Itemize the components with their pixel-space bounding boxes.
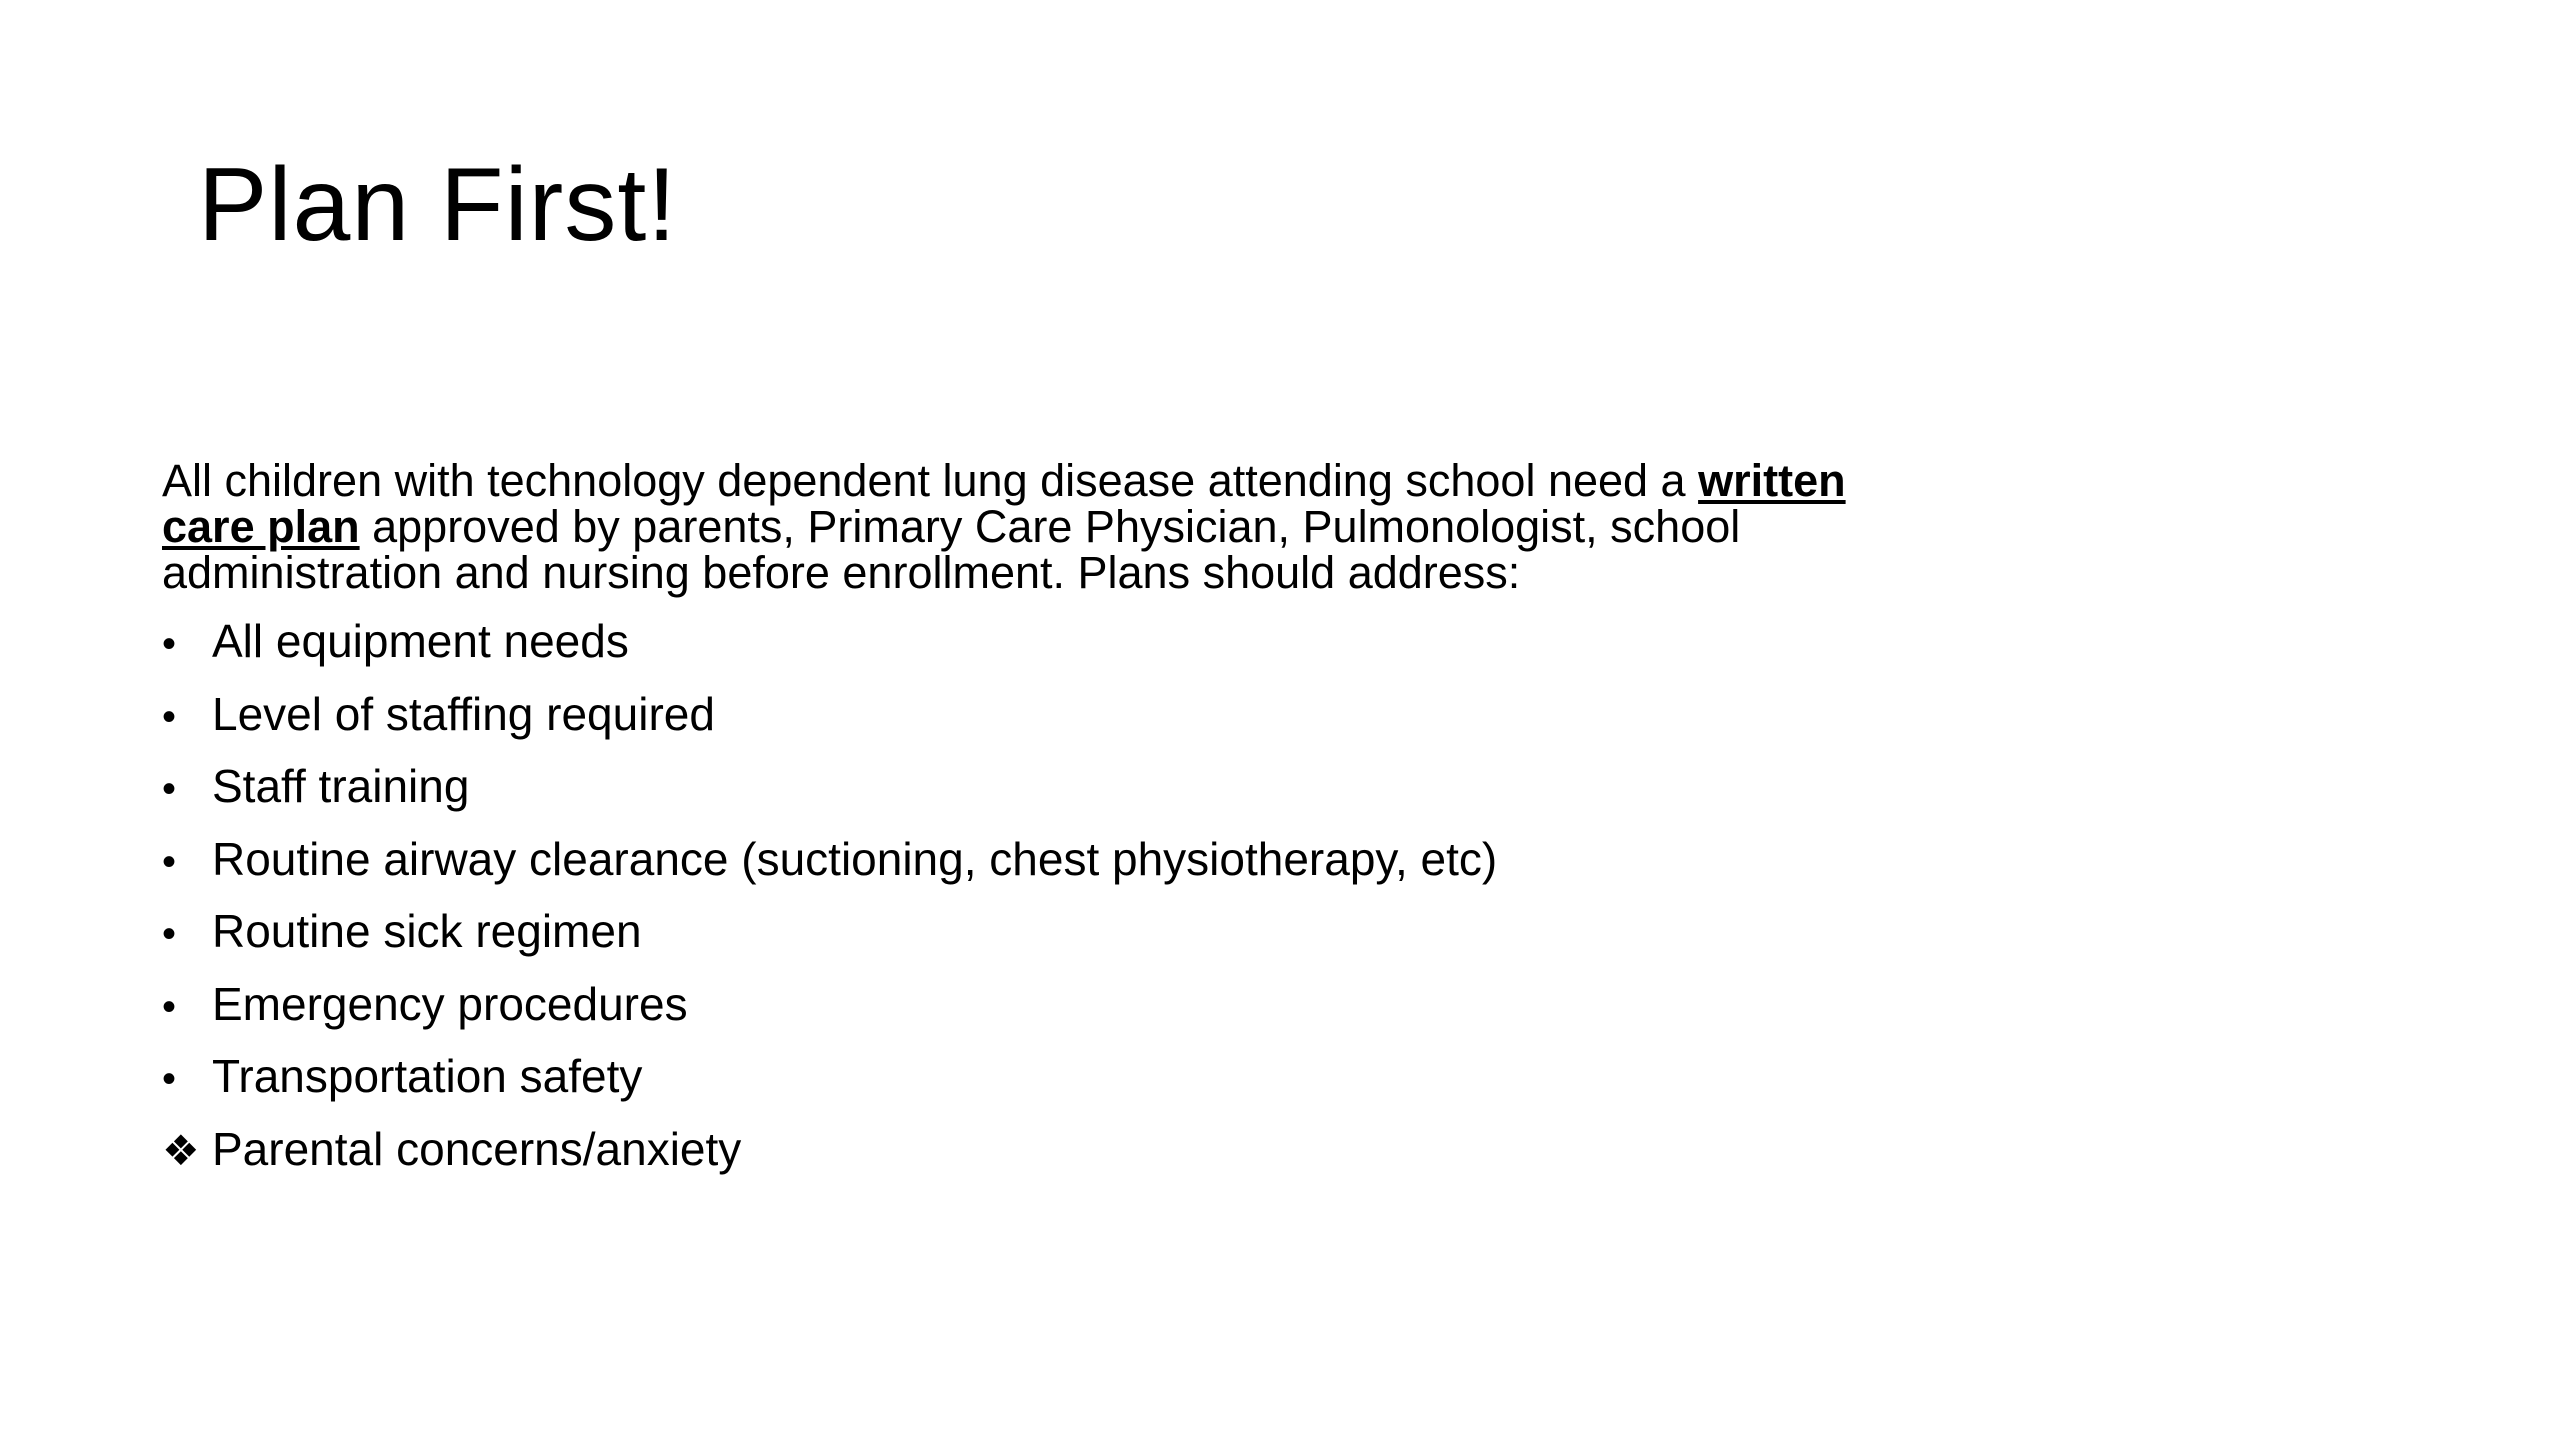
list-item: [162, 1113, 1497, 1186]
list-item-text: Parental concerns/anxiety: [212, 1122, 742, 1175]
list-item: [162, 823, 1497, 896]
four-diamond-bullet-icon: ❖: [162, 1125, 200, 1175]
list-item-text: Level of staffing required: [212, 687, 715, 740]
list-item: [162, 605, 1497, 678]
bullet-dot-icon: •: [162, 767, 177, 811]
list-item-text: Routine sick regimen: [212, 905, 642, 957]
bullet-dot-icon: •: [162, 694, 177, 739]
bullet-dot-icon: •: [162, 984, 177, 1029]
list-item-text: Transportation safety: [212, 1050, 643, 1102]
list-item-text: All equipment needs: [212, 615, 629, 667]
list-item: [162, 968, 1497, 1041]
list-item: [162, 678, 1497, 751]
written-care-plan-emphasis: written care plan: [162, 455, 1846, 552]
bullet-dot-icon: •: [162, 1057, 177, 1101]
bullet-list: [162, 605, 1497, 1185]
bullet-dot-icon: •: [162, 622, 177, 666]
list-item-text: Staff training: [212, 760, 470, 812]
slide-title: Plan First!: [198, 147, 678, 263]
list-item: [162, 1040, 1497, 1113]
list-item-text: Routine airway clearance (suctioning, chest physiotherapy, etc): [212, 832, 1498, 885]
intro-text-after: approved by parents, Primary Care Physician, Pulmonologist, school administration and nursing before enrollment. Plans should address:: [162, 501, 1741, 598]
intro-paragraph: [162, 455, 1922, 598]
list-item-text: Emergency procedures: [212, 977, 688, 1030]
bullet-dot-icon: •: [162, 912, 177, 956]
bullet-dot-icon: •: [162, 839, 177, 884]
intro-text-before: All children with technology dependent lung disease attending school need a: [162, 455, 1699, 506]
list-item: [162, 895, 1497, 968]
list-item: [162, 750, 1497, 823]
